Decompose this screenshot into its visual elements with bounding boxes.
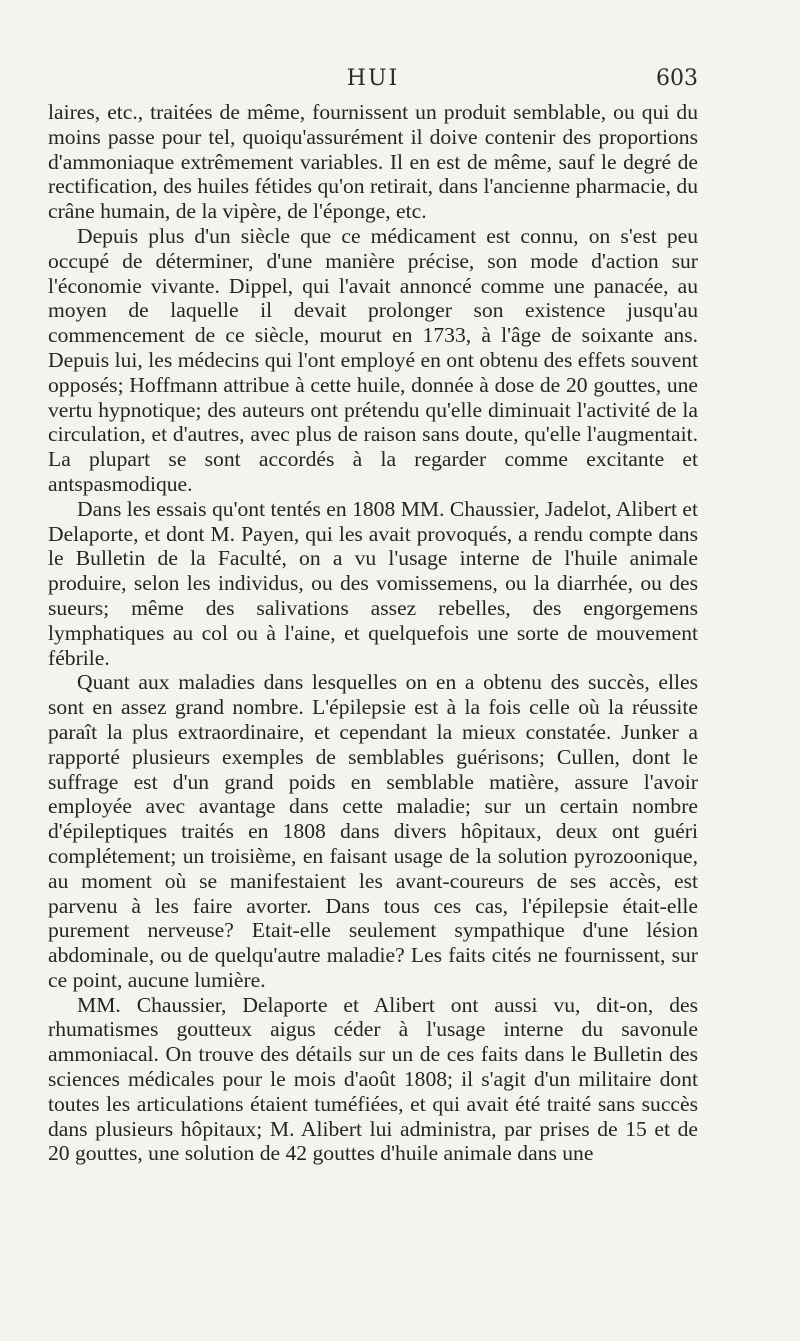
paragraph-action-history: Depuis plus d'un siècle que ce médicament est connu, on s'est peu occupé de déterminer, d'une manière précise, son mode d'action sur l'économie vivante. Dippel, qui l'avait annoncé comme une panacée, au moyen de laquelle il devait prolonger son existence jusqu'au commencement de ce siècle, mourut en 1733, à l'âge de soixante ans. Depuis lui, les médecins qui l'ont employé en ont obtenu des effets souvent opposés; Hoffmann attribue à cette huile, donnée à dose de 20 gouttes, une vertu hypnotique; des auteurs ont prétendu qu'elle diminuait l'activité de la circulation, et d'autres, avec plus de raison sans doute, qu'elle l'augmentait. La plupart se sont accordés à la regarder comme excitante et antspasmodique.	[48, 223, 698, 496]
page-number: 603	[656, 66, 698, 91]
paragraph-epilepsy: Quant aux maladies dans lesquelles on en a obtenu des succès, elles sont en assez grand nombre. L'épilepsie est à la fois celle où la réussite paraît la plus extraordinaire, et cependant la mieux constatée. Junker a rapporté plusieurs exemples de semblables guérisons; Cullen, dont le suffrage est d'un grand poids en semblable matière, assure l'avoir employée avec avantage dans cette maladie; sur un certain nombre d'épileptiques traités en 1808 dans divers hôpitaux, deux ont guéri complétement; un troisième, en faisant usage de la solution pyrozoonique, au moment où se manifestaient les avant-coureurs de ses accès, est parvenu à les faire avorter. Dans tous ces cas, l'épilepsie était-elle purement nerveuse? Etait-elle seulement sympathique d'une lésion abdominale, ou de quelqu'autre maladie? Les faits cités ne fournissent, sur ce point, aucune lumière.	[48, 670, 698, 992]
running-head: HUI	[346, 66, 400, 91]
paragraph-rheumatism: MM. Chaussier, Delaporte et Alibert ont aussi vu, dit-on, des rhumatismes goutteux aigus céder à l'usage interne du savonule ammoniacal. On trouve des détails sur un de ces faits dans le Bulletin des sciences médicales pour le mois d'août 1808; il s'agit d'un militaire dont toutes les articulations étaient tuméfiées, et qui avait été traité sans succès dans plusieurs hôpitaux; M. Alibert lui administra, par prises de 15 et de 20 gouttes, une solution de 42 gouttes d'huile animale dans une	[48, 992, 698, 1166]
paragraph-1808-trials: Dans les essais qu'ont tentés en 1808 MM. Chaussier, Jadelot, Alibert et Delaporte, et dont M. Payen, qui les avait provoqués, a rendu compte dans le Bulletin de la Faculté, on a vu l'usage interne de l'huile animale produire, selon les individus, ou des vomissemens, ou la diarrhée, ou des sueurs; même des salivations assez rebelles, des engorgemens lymphatiques au col ou à l'aine, et quelquefois une sorte de mouvement fébrile.	[48, 496, 698, 670]
body-text	[48, 100, 698, 1166]
paragraph-continuation: laires, etc., traitées de même, fournissent un produit semblable, ou qui du moins passe pour tel, quoiqu'assurément il doive contenir des proportions d'ammoniaque extrêmement variables. Il en est de même, sauf le degré de rectification, des huiles fétides qu'on retirait, dans l'ancienne pharmacie, du crâne humain, de la vipère, de l'éponge, etc.	[48, 100, 698, 224]
